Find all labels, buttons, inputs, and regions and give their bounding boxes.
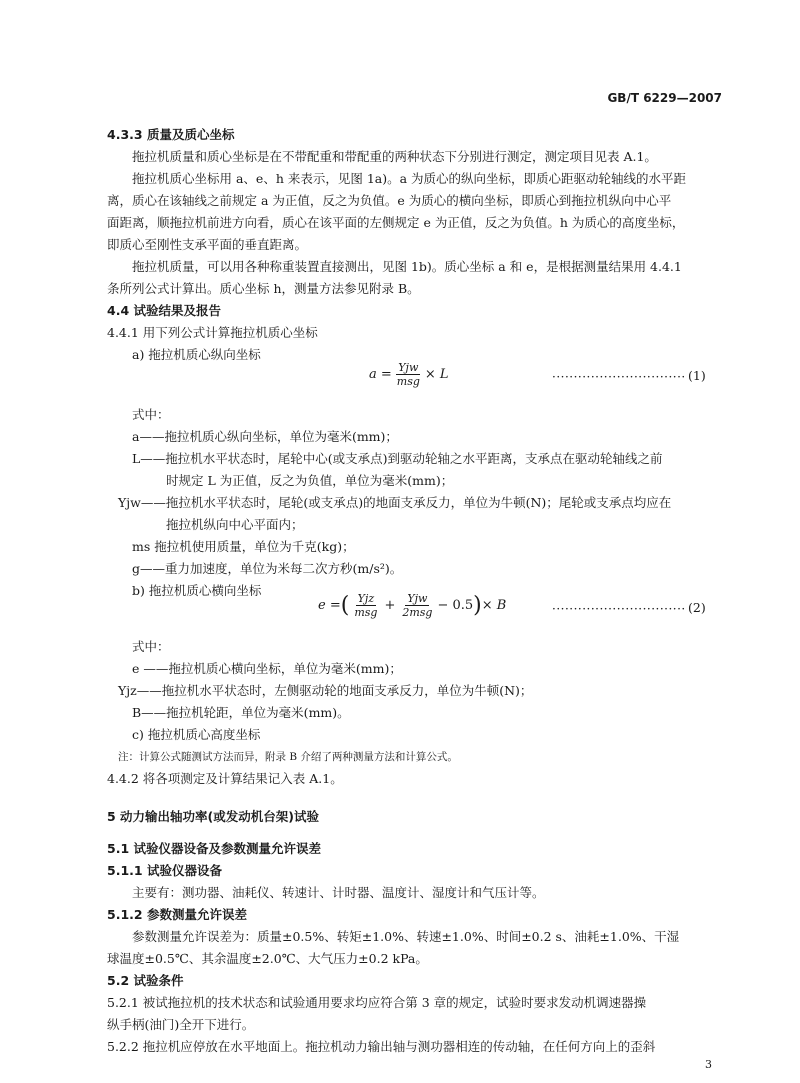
text-line-p1: 拖拉机质量和质心坐标是在不带配重和带配重的两种状态下分别进行测定，测定项目见表 A.1。 [132,149,657,164]
text-line-e1: e ——拖拉机质心横向坐标，单位为毫米(mm)； [132,661,402,676]
text-line-d7: g——重力加速度，单位为米每二次方秒(m/s²)。 [132,561,403,576]
text-line-s511: 5.1.1 试验仪器设备 [107,863,222,878]
text-line-s441: 4.4.1 用下列公式计算拖拉机质心坐标 [107,325,318,340]
text-line-ic: c) 拖拉机质心高度坐标 [132,727,261,742]
text-line-p2: 拖拉机质心坐标用 a、e、h 来表示，见图 1a)。a 为质心的纵向坐标，即质心距驱动轮轴线的水平距 [132,171,687,186]
formula-1-lhs: a = [369,367,392,382]
formula-2-numerator-1: Yjz [357,592,375,605]
text-line-d1: a——拖拉机质心纵向坐标，单位为毫米(mm)； [132,429,398,444]
formula-2-plus: + [384,598,396,613]
text-line-s521: 5.2.1 被试拖拉机的技术状态和试验通用要求均应符合第 3 章的规定，试验时要求发动机调速器操 [107,995,647,1010]
formula-1 [369,361,449,388]
text-line-ia: a) 拖拉机质心纵向坐标 [132,347,261,362]
formula-2-tag: (2) [688,600,706,615]
document-code-header: GB/T 6229—2007 [607,91,722,105]
text-line-p5: 即质心至刚性支承平面的垂直距离。 [107,237,308,252]
text-line-ib: b) 拖拉机质心横向坐标 [132,583,262,598]
text-line-s5: 5 动力输出轴功率(或发动机台架)试验 [107,809,319,824]
text-line-d3: 时规定 L 为正值，反之为负值，单位为毫米(mm)； [166,473,454,488]
text-line-p7: 条所列公式计算出。质心坐标 h，测量方法参见附录 B。 [107,281,420,296]
formula-1-denominator: msg [396,375,420,388]
text-line-s433: 4.3.3 质量及质心坐标 [107,127,235,142]
text-line-e2: Yjz——拖拉机水平状态时，左侧驱动轮的地面支承反力，单位为牛顿(N)； [118,683,533,698]
text-line-s522: 5.2.2 拖拉机应停放在水平地面上。拖拉机动力输出轴与测功器相连的传动轴，在任何方向上的歪斜 [107,1039,656,1054]
text-line-d4: Yjw——拖拉机水平状态时，尾轮(或支承点)的地面支承反力，单位为牛顿(N)；尾轮或支承点均应在 [118,495,672,510]
text-line-w1: 式中： [132,407,170,422]
text-line-p3: 离，质心在该轴线之前规定 a 为正值，反之为负值。e 为质心的横向坐标，即质心到拖拉机纵向中心平 [107,193,672,208]
formula-2-rhs: × B [481,598,507,613]
formula-2-leader-dots: ······························· [552,602,686,616]
formula-2-close-paren: ) [473,593,482,618]
formula-1-fraction [395,361,422,388]
text-line-s52: 5.2 试验条件 [107,973,184,988]
formula-1-leader-dots: ······························· [552,370,686,384]
formula-2-denominator-2: 2msg [402,606,433,619]
formula-2-lhs: e = [318,598,341,613]
text-line-p10: 球温度±0.5℃、其余温度±2.0℃、大气压力±0.2 kPa。 [107,951,428,966]
text-line-d6: ms 拖拉机使用质量，单位为千克(kg)； [132,539,355,554]
formula-2-numerator-2: Yjw [407,592,428,605]
formula-2-minus: − 0.5 [437,598,474,613]
text-line-p4: 面距离，顺拖拉机前进方向看，质心在该平面的左侧规定 e 为正值，反之为负值。h 为质心的高度坐标， [107,215,685,230]
formula-2-open-paren: ( [340,593,350,618]
text-line-d2: L——拖拉机水平状态时，尾轮中心(或支承点)到驱动轮轴之水平距离，支承点在驱动轮轴线之前 [132,451,663,466]
formula-2-fraction-1 [352,592,379,619]
text-line-note: 注：计算公式随测试方法而异，附录 B 介绍了两种测量方法和计算公式。 [118,751,458,763]
text-line-p6: 拖拉机质量，可以用各种称重装置直接测出，见图 1b)。质心坐标 a 和 e，是根据测量结果用 4.4.1 [132,259,682,274]
formula-2 [318,592,506,619]
text-line-d5: 拖拉机纵向中心平面内； [166,517,304,532]
text-line-p9: 参数测量允许误差为：质量±0.5%、转矩±1.0%、转速±1.0%、时间±0.2 s、油耗±1.0%、干湿 [132,929,680,944]
text-line-w2: 式中： [132,639,170,654]
text-line-e3: B——拖拉机轮距，单位为毫米(mm)。 [132,705,350,720]
formula-1-numerator: Yjw [398,361,419,374]
text-line-s51: 5.1 试验仪器设备及参数测量允许误差 [107,841,321,856]
formula-2-denominator-1: msg [354,606,378,619]
text-line-p8: 主要有：测功器、油耗仪、转速计、计时器、温度计、湿度计和气压计等。 [132,885,545,900]
text-line-s442: 4.4.2 将各项测定及计算结果记入表 A.1。 [107,771,343,786]
page-number: 3 [705,1058,712,1071]
formula-2-fraction-2 [400,592,434,619]
text-line-s512: 5.1.2 参数测量允许误差 [107,907,247,922]
formula-1-tag: (1) [688,368,706,383]
formula-1-rhs: × L [424,367,449,382]
text-line-p11: 纵手柄(油门)全开下进行。 [107,1017,255,1032]
text-line-s44: 4.4 试验结果及报告 [107,303,221,318]
